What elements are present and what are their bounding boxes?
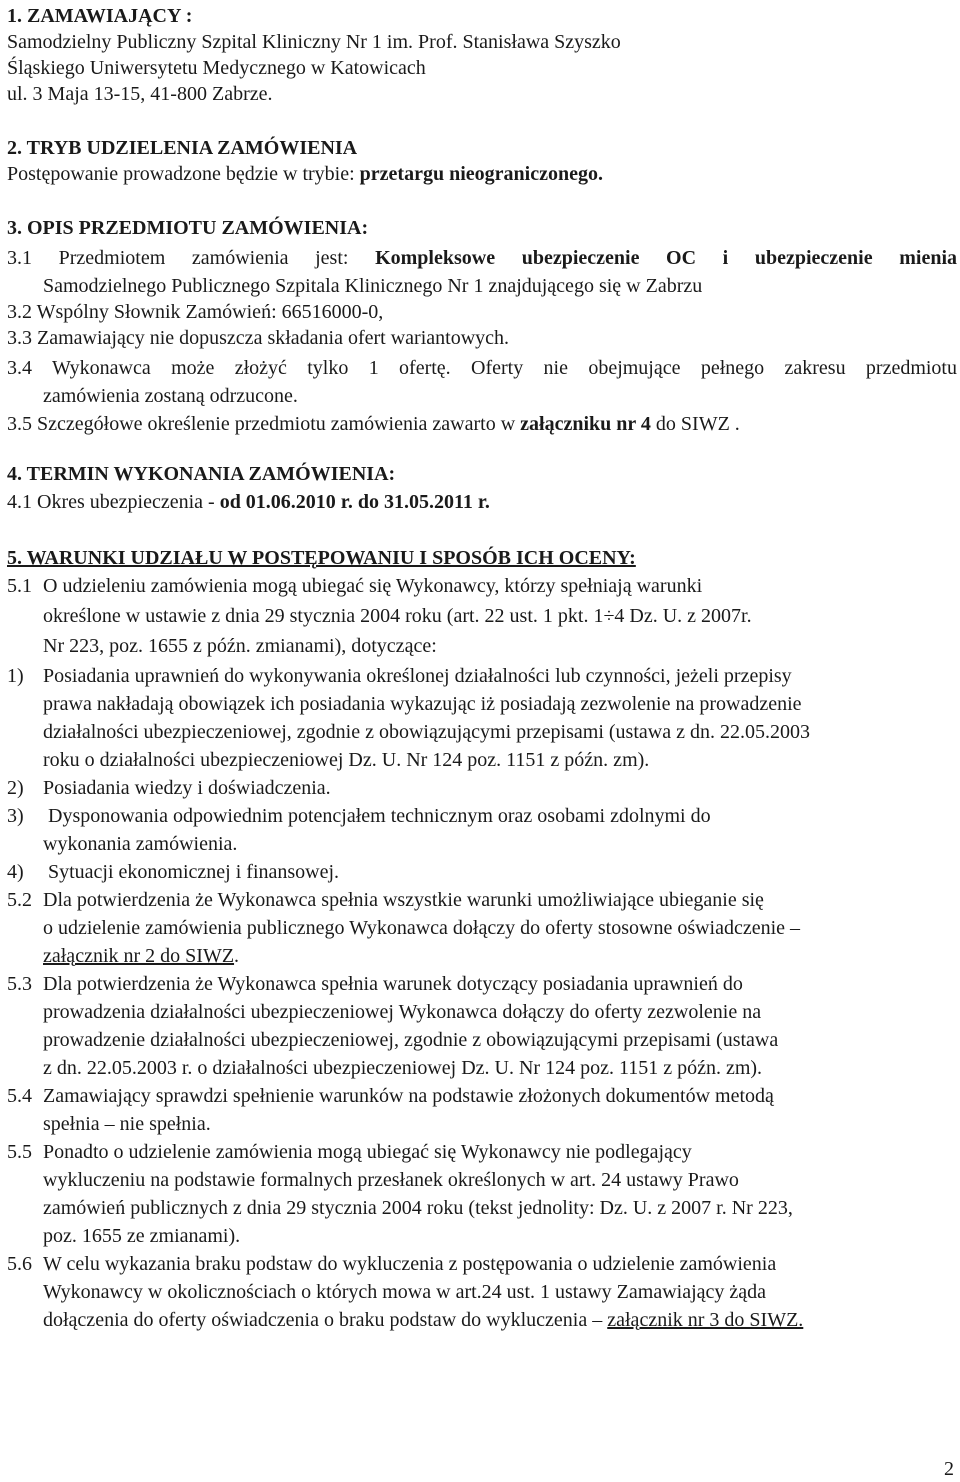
item-5-2-period: . — [234, 945, 240, 967]
item-3-5-end: do SIWZ . — [650, 413, 740, 435]
list-item-2-number: 2) — [7, 777, 24, 799]
item-4-1 — [7, 490, 490, 514]
item-5-4-line-2: spełnia – nie spełnia. — [43, 1113, 211, 1135]
item-3-4-line-1: 3.4 Wykonawca może złożyć tylko 1 ofertę. Oferty nie obejmujące pełnego zakresu przedmiotu — [7, 357, 957, 379]
item-5-5-line-1 — [7, 1140, 692, 1164]
item-5-5-text-1: Ponadto o udzielenie zamówienia mogą ubiegać się Wykonawcy nie podlegający — [43, 1141, 692, 1163]
item-3-1-bold: Kompleksowe ubezpieczenie OC i ubezpieczenie mienia — [375, 247, 957, 269]
item-5-1-text-1: O udzieleniu zamówienia mogą ubiegać się Wykonawcy, którzy spełniają warunki — [43, 575, 703, 597]
list-item-4 — [7, 860, 339, 884]
page-number: 2 — [944, 1458, 954, 1480]
item-5-5-number: 5.5 — [7, 1141, 32, 1163]
list-item-2 — [7, 776, 331, 800]
item-5-3-line-1 — [7, 972, 743, 996]
item-5-5-line-3: zamówień publicznych z dnia 29 stycznia 2004 roku (tekst jednolity: Dz. U. z 2007 r. Nr 223, — [43, 1197, 793, 1219]
section-2-heading: 2. TRYB UDZIELENIA ZAMÓWIENIA — [7, 137, 358, 159]
section-1-line-1: Samodzielny Publiczny Szpital Kliniczny Nr 1 im. Prof. Stanisława Szyszko — [7, 31, 621, 53]
item-3-5-text: 3.5 Szczegółowe określenie przedmiotu zamówienia zawarto w — [7, 413, 521, 435]
item-5-6-line-3 — [43, 1308, 803, 1332]
item-5-5-line-4: poz. 1655 ze zmianami). — [43, 1225, 241, 1247]
item-5-2-text-1: Dla potwierdzenia że Wykonawca spełnia wszystkie warunki umożliwiające ubieganie się — [43, 889, 764, 911]
section-1-line-3: ul. 3 Maja 13-15, 41-800 Zabrze. — [7, 83, 273, 105]
list-item-3-number: 3) — [7, 805, 24, 827]
item-5-4-text-1: Zamawiający sprawdzi spełnienie warunków na podstawie złożonych dokumentów metodą — [43, 1085, 774, 1107]
section-2-text — [7, 162, 603, 186]
item-5-6-line-2: Wykonawcy w okolicznościach o których mowa w art.24 ust. 1 ustawy Zamawiający żąda — [43, 1281, 767, 1303]
list-item-2-text: Posiadania wiedzy i doświadczenia. — [43, 777, 331, 799]
section-3-heading: 3. OPIS PRZEDMIOTU ZAMÓWIENIA: — [7, 217, 369, 239]
item-3-4-line-2: zamówienia zostaną odrzucone. — [43, 385, 298, 407]
item-3-3: 3.3 Zamawiający nie dopuszcza składania ofert wariantowych. — [7, 327, 510, 349]
section-5-heading: 5. WARUNKI UDZIAŁU W POSTĘPOWANIU I SPOSÓB ICH OCENY: — [7, 547, 636, 569]
item-3-5 — [7, 412, 740, 436]
item-5-1-line-2: określone w ustawie z dnia 29 stycznia 2004 roku (art. 22 ust. 1 pkt. 1÷4 Dz. U. z 2007r. — [43, 605, 752, 627]
list-item-1-number: 1) — [7, 665, 24, 687]
item-3-1-line-1 — [7, 246, 957, 270]
list-item-1-text-1: Posiadania uprawnień do wykonywania określonej działalności lub czynności, jeżeli przepisy — [43, 665, 792, 687]
item-3-5-bold: załączniku nr 4 — [520, 413, 651, 435]
item-5-4-line-1 — [7, 1084, 774, 1108]
item-5-3-line-4: z dn. 22.05.2003 r. o działalności ubezpieczeniowej Dz. U. Nr 124 poz. 1151 z późn. zm). — [43, 1057, 763, 1079]
item-5-2-line-1 — [7, 888, 764, 912]
item-5-3-number: 5.3 — [7, 973, 32, 995]
item-5-2-line-3 — [43, 944, 239, 968]
list-item-1-line-4: roku o działalności ubezpieczeniowej Dz. U. Nr 124 poz. 1151 z późn. zm). — [43, 749, 650, 771]
item-5-5-line-2: wykluczeniu na podstawie formalnych przesłanek określonych w art. 24 ustawy Prawo — [43, 1169, 739, 1191]
section-2-text-bold: przetargu nieograniczonego. — [359, 163, 603, 185]
list-item-1-line-2: prawa nakładają obowiązek ich posiadania wykazując iż posiadają zezwolenie na prowadzenie — [43, 693, 802, 715]
item-5-6-line-1 — [7, 1252, 776, 1276]
list-item-1-line-1 — [7, 664, 792, 688]
item-3-2: 3.2 Wspólny Słownik Zamówień: 66516000-0, — [7, 301, 384, 323]
item-5-2-attachment-ref: załącznik nr 2 do SIWZ — [43, 945, 235, 967]
list-item-3-line-2: wykonania zamówienia. — [43, 833, 238, 855]
list-item-4-number: 4) — [7, 861, 24, 883]
item-5-6-text-3: dołączenia do oferty oświadczenia o braku podstaw do wykluczenia – — [43, 1309, 608, 1331]
section-2-text-normal: Postępowanie prowadzone będzie w trybie: — [7, 163, 360, 185]
list-item-1-line-3: działalności ubezpieczeniowej, zgodnie z obowiązującymi przepisami (ustawa z dn. 22.05.2003 — [43, 721, 810, 743]
item-4-1-text: 4.1 Okres ubezpieczenia - — [7, 491, 220, 513]
item-5-3-line-3: prowadzenie działalności ubezpieczeniowej, zgodnie z obowiązującymi przepisami (ustawa — [43, 1029, 779, 1051]
list-item-3-line-1 — [7, 804, 711, 828]
list-item-4-text: Sytuacji ekonomicznej i finansowej. — [43, 861, 340, 883]
item-5-6-number: 5.6 — [7, 1253, 32, 1275]
item-5-6-attachment-ref: załącznik nr 3 do SIWZ. — [607, 1309, 804, 1331]
item-3-1-line-2: Samodzielnego Publicznego Szpitala Klinicznego Nr 1 znajdującego się w Zabrzu — [43, 275, 703, 297]
item-5-3-text-1: Dla potwierdzenia że Wykonawca spełnia warunek dotyczący posiadania uprawnień do — [43, 973, 743, 995]
item-5-1-line-3: Nr 223, poz. 1655 z późn. zmianami), dotyczące: — [43, 635, 437, 657]
section-1-heading: 1. ZAMAWIAJĄCY : — [7, 5, 193, 27]
item-5-6-text-1: W celu wykazania braku podstaw do wykluczenia z postępowania o udzielenie zamówienia — [43, 1253, 777, 1275]
list-item-3-text-1: Dysponowania odpowiednim potencjałem technicznym oraz osobami zdolnymi do — [43, 805, 711, 827]
item-5-1-number: 5.1 — [7, 575, 32, 597]
section-4-heading: 4. TERMIN WYKONANIA ZAMÓWIENIA: — [7, 463, 396, 485]
item-5-3-line-2: prowadzenia działalności ubezpieczeniowej Wykonawca dołączy do oferty zezwolenie na — [43, 1001, 762, 1023]
item-5-2-number: 5.2 — [7, 889, 32, 911]
item-4-1-bold: od 01.06.2010 r. do 31.05.2011 r. — [219, 491, 490, 513]
item-3-1-text: 3.1 Przedmiotem zamówienia jest: — [7, 247, 376, 269]
item-5-4-number: 5.4 — [7, 1085, 32, 1107]
section-1-line-2: Śląskiego Uniwersytetu Medycznego w Katowicach — [7, 57, 426, 79]
item-5-1-line-1 — [7, 574, 702, 598]
item-5-2-line-2: o udzielenie zamówienia publicznego Wykonawca dołączy do oferty stosowne oświadczenie – — [43, 917, 801, 939]
